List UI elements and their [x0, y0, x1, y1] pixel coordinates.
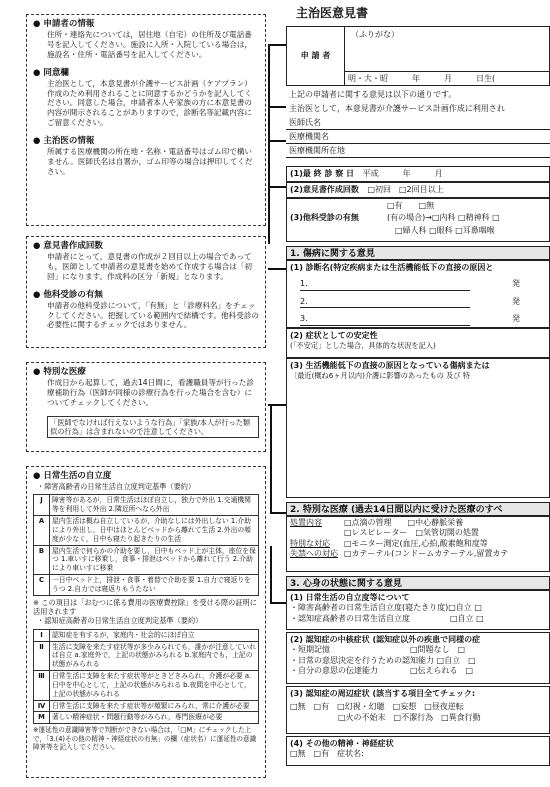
- table-row: Ⅳ 日常生活に支障を来たす症状等が頻繁にみられ，常に介護が必要: [34, 700, 259, 712]
- disability-table: [33, 494, 259, 595]
- other-symptoms-options[interactable]: □無 □有 症状名:: [290, 749, 364, 759]
- short-memory-options[interactable]: ・短期記憶 □問題なし □: [290, 645, 466, 655]
- section-2-header: 2. 特別な医療 (過去14日間以内に受けた医療のすべ: [286, 502, 550, 516]
- applicant-label: 申 請 者: [287, 27, 345, 85]
- guide-section-title: ● 他科受診の有無: [33, 290, 259, 301]
- table-row: Ⅲ 日常生活に支障を来たす症状等がときどきみられ，介護が必要 a.日中を中心として，上記の状態がみられる b.夜間を中心として，上記の状態がみられる: [34, 671, 259, 700]
- guide-section-body: 申請者にとって，意見書の作成が２回目以上の場合であっても，医師として申請者の意見書を始めて作成する場合は「初回」になります。作成料の区分「新規」となります。: [47, 252, 253, 281]
- guide-section: [33, 241, 259, 282]
- diagnosis-line-2[interactable]: 2. 発: [300, 297, 470, 308]
- care-row[interactable]: □レスピレーター □気管切開の処置: [344, 528, 479, 538]
- field-label: (1)最 終 診 察 日: [290, 169, 355, 178]
- guide-box-independence: [26, 466, 266, 778]
- guide-note: ※ この項目は「おむつに係る費用の医療費控除」を受ける際の証明に活用されます: [33, 597, 257, 617]
- stability-block: [286, 328, 550, 358]
- cause-block[interactable]: [286, 358, 550, 498]
- birthdate-field[interactable]: 明・大・昭 年 月 日生(: [345, 71, 550, 86]
- last-exam-date[interactable]: 平成 年 月: [362, 169, 443, 178]
- applicant-block: [286, 26, 550, 86]
- communication-options[interactable]: ・自分の意思の伝達能力 □伝えられる □: [290, 666, 474, 676]
- table-row: Ⅰ 認知症を有するが，家庭内・社会的にほぼ自立: [34, 629, 259, 641]
- clinic-address-field[interactable]: 医療機関所在地: [286, 144, 550, 158]
- creation-count-options[interactable]: □初回 □2回目以上: [367, 185, 444, 194]
- other-dept-row: [286, 198, 550, 242]
- connector-line: [270, 404, 272, 514]
- table-row: M 著しい精神症状・問題行動等がみられ，専門医療が必要: [34, 712, 259, 724]
- guide-section-title: ● 意見書作成回数: [33, 241, 259, 252]
- guide-section-title: ● 特別な医療: [33, 367, 259, 378]
- furigana-label: （ふりがな）: [351, 30, 399, 39]
- guide-section-title: ● 申請者の情報: [33, 19, 259, 30]
- field-label: (2)意見書作成回数: [290, 185, 359, 194]
- table-row: J 障害等があるが，日常生活はほぼ自立し，独力で外出 1.交通機関等を利用して外出 2.隣近所へなら外出: [34, 495, 259, 516]
- guide-section-body: 申請者の他科受診について，「有無」と「診療科名」をチェックしてください。把握している範囲内で結構です。他科受診の必要性に関するチェックではありません。: [47, 300, 260, 330]
- core-symptoms-label: (2) 認知症の中核症状 (認知症以外の疾患で同様の症: [290, 635, 481, 644]
- peripheral-symptoms-block: [286, 686, 550, 734]
- stability-note: (「不安定」とした場合、具体的な状況を記入): [290, 341, 436, 351]
- disability-level-options[interactable]: ・障害高齢者の日常生活自立度(寝たきり度)□自立 □: [290, 603, 482, 613]
- diagnosis-line-3[interactable]: 3. 発: [300, 314, 470, 325]
- guide-section-body: 住所・連絡先については，居住地（自宅）の住所及び電話番号を記入してください。施設に入所・入院している場合は，施設名・住所・電話番号を記入してください。: [47, 30, 253, 59]
- dementia-level-options[interactable]: ・認知症高齢者の日常生活自立度 □自立 □: [290, 613, 484, 623]
- guide-section-title: ● 同意欄: [33, 68, 259, 79]
- guide-subtitle: ・認知症高齢者の日常生活自立度判定基準（要約）: [37, 616, 203, 626]
- creation-count-row: [286, 182, 550, 198]
- independence-label: (1) 日常生活の自立度等について: [290, 593, 410, 602]
- independence-block: [286, 590, 550, 630]
- other-dept-list[interactable]: (有の場合)→□内科 □精神科 □: [387, 213, 500, 222]
- peripheral-options-2[interactable]: □火の不始末 □不潔行為 □異食行動: [290, 712, 481, 722]
- doctor-name-field[interactable]: 医師氏名: [286, 116, 550, 130]
- guide-section: [33, 136, 259, 177]
- table-row: A 屋内生活は概ね自立しているが，介助なしには外出しない 1.介助により外出し，日中はほとんどベッドから離れて生活 2.外出の頻度が少なく，日中も寝たり起きたりの生活: [34, 516, 259, 545]
- guide-section: [33, 367, 259, 408]
- guide-box-special-care: [26, 362, 266, 452]
- cognition-options[interactable]: ・日常の意思決定を行うための認知能力 □自立 □: [290, 655, 476, 665]
- guide-subtitle: ・障害高齢者の日常生活自立度判定基準（要約）: [37, 482, 196, 492]
- care-row[interactable]: 特別な対応 □モニター測定(血圧,心拍,酸素飽和度等: [290, 538, 488, 548]
- diagnosis-line-1[interactable]: 1. 発: [300, 279, 470, 290]
- section-3-header: 3. 心身の状態に関する意見: [286, 576, 550, 590]
- guide-section: [33, 68, 259, 128]
- diagnosis-block: [286, 260, 550, 328]
- other-dept-list-2[interactable]: □婦人科 □眼科 □耳鼻咽喉: [387, 226, 495, 235]
- stability-label: (2) 症状としての安定性: [290, 331, 378, 340]
- other-dept-options[interactable]: □有 □無: [387, 201, 435, 210]
- cause-label: (3) 生活機能低下の直接の原因となっている傷病または: [290, 361, 490, 370]
- care-row[interactable]: 失禁への対応 □カテーテル(コンドームカテーテル,留置カテ: [290, 549, 509, 559]
- consent-text: 上記の申請者に関する意見は以下の通りです。: [286, 88, 550, 102]
- guide-section-body: 所属する医療機関の所在地・名称・電話番号はゴム印で構いません。医師氏名は自署か，ゴム印等の場合は押印してください。: [47, 147, 253, 176]
- guide-box-applicant: [26, 14, 266, 226]
- connector-line: [268, 44, 270, 244]
- core-symptoms-block: [286, 632, 550, 684]
- form-title: 主治医意見書: [296, 6, 369, 20]
- clinic-name-field[interactable]: 医療機関名: [286, 130, 550, 144]
- section-1-header: 1. 傷病に関する意見: [286, 246, 550, 260]
- diagnosis-label: (1) 診断名(特定疾病または生活機能低下の直接の原因と: [290, 263, 494, 272]
- dementia-table: [33, 629, 259, 724]
- table-row: B 屋内生活で何らかの介助を要し，日中もベッド上が主体，座位を保つ 1.車いすに移乗し，食事・排泄はベッドから離れて行う 2.介助により車いすに移乗: [34, 545, 259, 574]
- guide-section-title: ● 主治医の情報: [33, 136, 259, 147]
- guide-note: ※運延性の意識障害等で判断ができない場合は，「□M」にチェックした上で，「3.(4)その他の精神・神経症状の有無」の欄（症状名）に運延性の意識障害等を記入してください。: [33, 726, 257, 752]
- guide-box-visits: [26, 236, 266, 348]
- care-row[interactable]: 処置内容 □点滴の管理 □中心静脈栄養: [290, 518, 464, 527]
- field-label: (3)他科受診の有無: [290, 213, 359, 222]
- guide-section-body: 作成日から起算して，過去14日間に，看護職員等が行った診療補助行為（医師が同様の診療行為を行った場合を含む）についてチェックしてください。: [47, 378, 254, 407]
- other-symptoms-label: (4) その他の精神・神経症状: [290, 739, 394, 748]
- peripheral-options[interactable]: □無 □有 □幻視・幻聴 □妄想 □昼夜逆転: [290, 702, 464, 712]
- physician-opinion-form: [286, 0, 550, 787]
- peripheral-symptoms-label: (3) 認知症の周辺症状 (該当する項目全てチェック:: [290, 689, 476, 698]
- connector-line: [270, 546, 272, 604]
- guide-section: [33, 290, 259, 331]
- guide-section-body: 主治医として，本意見書が介護サービス計画（ケアプラン）作成のため利用されることに同意するかどうかを記入してください。同意した場合，申請者本人や家族の方に本意見書の内容が開示されることがありますので，診断名等記載内容にご留意ください。: [47, 78, 253, 128]
- guide-section: [33, 19, 259, 60]
- guide-section-title: ● 日常生活の自立度: [33, 471, 259, 482]
- other-symptoms-block: [286, 736, 550, 766]
- guide-note: 「医師でなければ行えないような行為」「家族/本人が行った類似の行為」は含まれないので注意してください。: [47, 416, 259, 439]
- cause-note: 〔最近(概ね6ヶ月以内)介護に影響のあったもの 及び 特: [290, 371, 470, 381]
- table-row: C 一日中ベッド上，排泄・食事・着替で介助を要 1.自力で寝返りをうつ 2.自力では寝返りもうたない: [34, 575, 259, 596]
- table-row: Ⅱ 生活に支障を来たす症状等が多少みられても，誰かが注意していれば自立 a.家庭外で，上記の状態がみられる b.家庭内でも，上記の状態がみられる: [34, 641, 259, 670]
- consent-text-2: 主治医として，本意見書が介護サービス計画作成に利用され: [286, 102, 550, 116]
- last-exam-row: [286, 166, 550, 182]
- special-care-block: [286, 516, 550, 572]
